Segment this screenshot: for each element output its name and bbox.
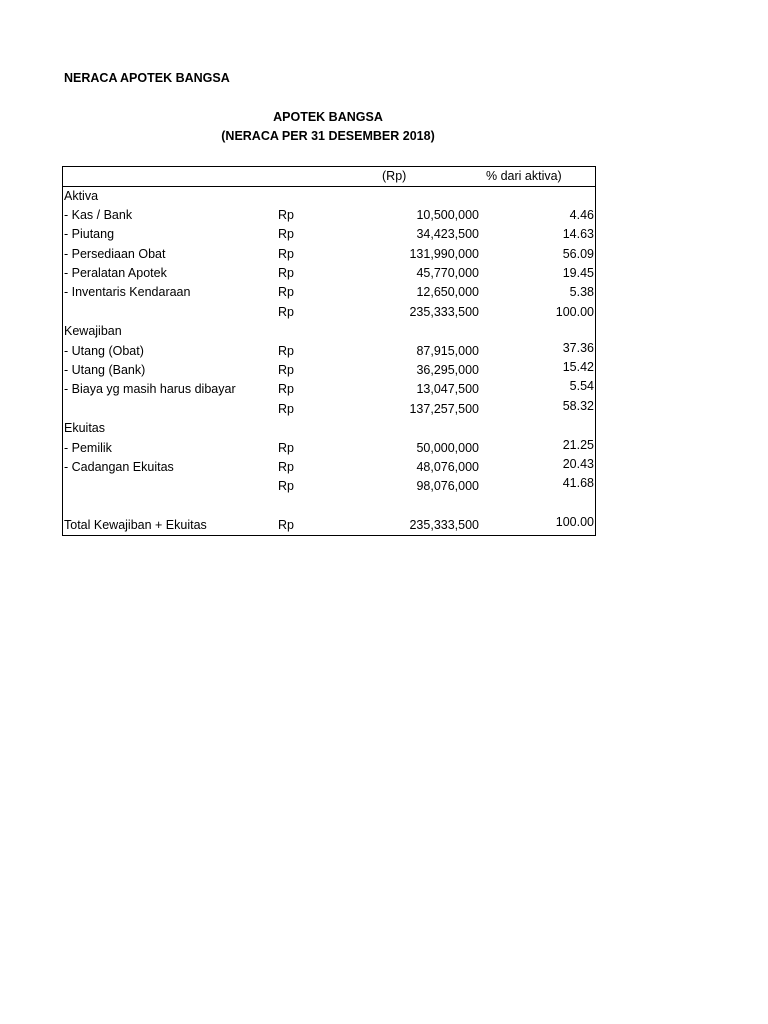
table-row <box>64 439 596 458</box>
currency-label: Rp <box>278 440 294 455</box>
row-label: - Kas / Bank <box>64 207 133 222</box>
company-name: APOTEK BANGSA <box>273 110 383 124</box>
blank-row <box>64 497 596 516</box>
grand-total-row <box>64 516 596 535</box>
subtotal-row-aktiva <box>64 303 596 322</box>
amount-value: 48,076,000 <box>416 459 479 474</box>
amount-value: 137,257,500 <box>409 401 479 416</box>
amount-value: 10,500,000 <box>416 207 479 222</box>
section-label: Kewajiban <box>64 324 122 339</box>
percent-value: 58.32 <box>562 398 594 413</box>
percent-value: 100.00 <box>555 515 594 530</box>
table-row <box>64 361 596 380</box>
amount-column-header: (Rp) <box>382 169 407 183</box>
document-title: NERACA APOTEK BANGSA <box>64 71 230 85</box>
percent-value: 19.45 <box>562 266 594 281</box>
amount-value: 87,915,000 <box>416 343 479 358</box>
balance-sheet-table <box>64 167 596 536</box>
statement-period: (NERACA PER 31 DESEMBER 2018) <box>221 129 435 143</box>
currency-label: Rp <box>278 246 294 261</box>
percent-value: 20.43 <box>562 456 594 471</box>
percent-value: 4.46 <box>569 207 594 222</box>
row-label: - Persediaan Obat <box>64 246 166 261</box>
amount-value: 131,990,000 <box>409 246 479 261</box>
percent-value: 37.36 <box>562 340 594 355</box>
percent-value: 41.68 <box>562 476 594 491</box>
percent-column-header: % dari aktiva) <box>486 169 562 183</box>
currency-label: Rp <box>278 343 294 358</box>
row-label: - Inventaris Kendaraan <box>64 285 191 300</box>
section-label: Ekuitas <box>64 421 105 436</box>
currency-label: Rp <box>278 227 294 242</box>
amount-value: 235,333,500 <box>409 304 479 319</box>
row-label: - Utang (Bank) <box>64 363 146 378</box>
percent-value: 21.25 <box>562 437 594 452</box>
row-label: - Pemilik <box>64 440 112 455</box>
table-row <box>64 342 596 361</box>
amount-value: 34,423,500 <box>416 227 479 242</box>
amount-value: 12,650,000 <box>416 285 479 300</box>
currency-label: Rp <box>278 207 294 222</box>
row-label: - Piutang <box>64 227 115 242</box>
currency-label: Rp <box>278 304 294 319</box>
currency-label: Rp <box>278 459 294 474</box>
currency-label: Rp <box>278 382 294 397</box>
percent-value: 100.00 <box>555 304 594 319</box>
percent-value: 5.38 <box>569 285 594 300</box>
row-label: - Utang (Obat) <box>64 343 144 358</box>
row-label: - Cadangan Ekuitas <box>64 459 174 474</box>
table-header-row <box>62 167 596 187</box>
table-row <box>64 225 596 244</box>
section-header-kewajiban <box>64 322 596 341</box>
table-row <box>64 458 596 477</box>
amount-value: 98,076,000 <box>416 479 479 494</box>
section-label: Aktiva <box>64 188 99 203</box>
row-label: - Peralatan Apotek <box>64 266 167 281</box>
currency-label: Rp <box>278 266 294 281</box>
section-header-ekuitas <box>64 419 596 438</box>
currency-label: Rp <box>278 479 294 494</box>
currency-label: Rp <box>278 401 294 416</box>
row-label: - Biaya yg masih harus dibayar <box>64 382 236 397</box>
percent-value: 5.54 <box>569 379 594 394</box>
table-row <box>64 380 596 399</box>
percent-value: 15.42 <box>562 360 594 375</box>
percent-value: 56.09 <box>562 246 594 261</box>
amount-value: 235,333,500 <box>409 518 479 533</box>
table-row <box>64 264 596 283</box>
table-row <box>64 206 596 225</box>
row-label: Total Kewajiban + Ekuitas <box>64 518 207 533</box>
subtotal-row-kewajiban <box>64 400 596 419</box>
currency-label: Rp <box>278 518 294 533</box>
percent-value: 14.63 <box>562 227 594 242</box>
amount-value: 13,047,500 <box>416 382 479 397</box>
subtotal-row-ekuitas <box>64 477 596 496</box>
amount-value: 36,295,000 <box>416 363 479 378</box>
currency-label: Rp <box>278 363 294 378</box>
section-header-aktiva <box>64 187 596 206</box>
table-row <box>64 283 596 302</box>
amount-value: 50,000,000 <box>416 440 479 455</box>
amount-value: 45,770,000 <box>416 266 479 281</box>
currency-label: Rp <box>278 285 294 300</box>
table-row <box>64 245 596 264</box>
